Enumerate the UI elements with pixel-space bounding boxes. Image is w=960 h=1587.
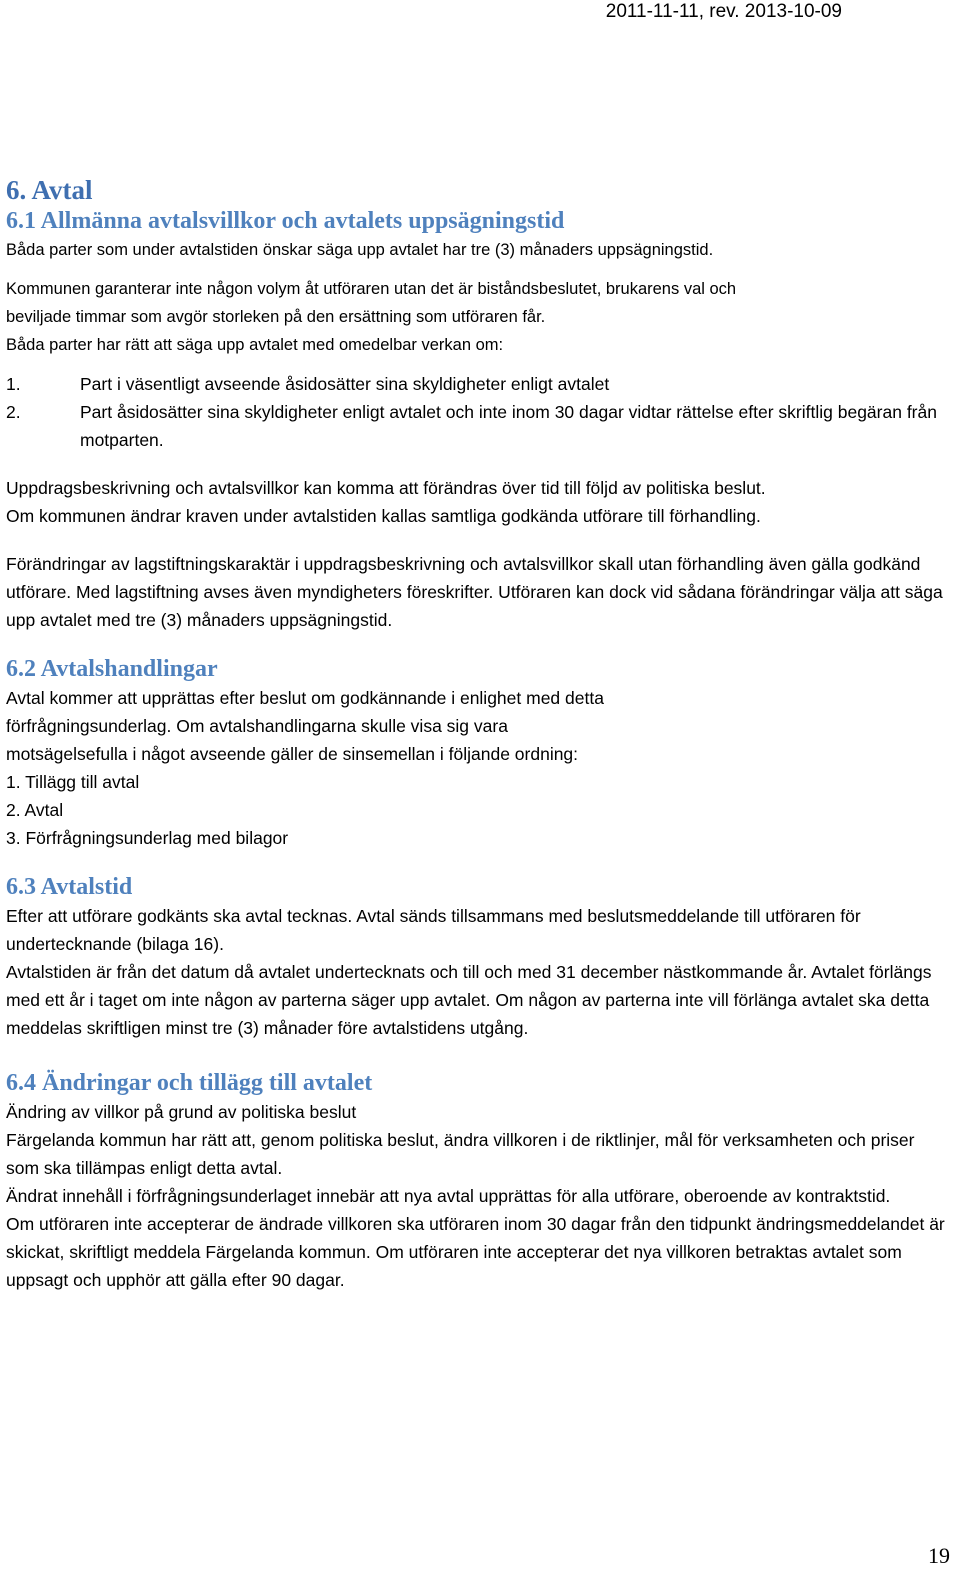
section-6-1-paragraph-4b: Om kommunen ändrar kraven under avtalstiden kallas samtliga godkända utförare till förhandling.	[6, 506, 761, 526]
section-6-2-paragraph-1b: förfrågningsunderlag. Om avtalshandlingarna skulle visa sig vara	[6, 716, 508, 736]
termination-conditions-list	[6, 370, 952, 454]
document-content	[6, 174, 952, 1294]
section-6-1-paragraph-2b: beviljade timmar som avgör storleken på den ersättning som utföraren får.	[6, 308, 546, 326]
list-item: 2. Avtal	[6, 800, 64, 820]
header-date: 2011-11-11, rev. 2013-10-09	[605, 1, 842, 22]
section-6-2-paragraph-1a: Avtal kommer att upprättas efter beslut om godkännande i enlighet med detta	[6, 688, 604, 708]
list-item-text: Part i väsentligt avseende åsidosätter sina skyldigheter enligt avtalet	[80, 374, 610, 394]
list-item-text: Part åsidosätter sina skyldigheter enligt avtalet och inte inom 30 dagar vidtar rättelse efter skriftlig begäran från motparten.	[80, 402, 937, 450]
section-6-1-paragraph-5: Förändringar av lagstiftningskaraktär i uppdragsbeskrivning och avtalsvillkor skall utan förhandling även gälla godkänd utförare. Med lagstiftning avses även myndigheters föreskrifter. Utföraren kan dock vid sådana förändringar välja att säga upp avtalet med tre (3) månaders uppsägningstid.	[6, 554, 943, 630]
section-6-4-paragraph-4: Om utföraren inte accepterar de ändrade villkoren ska utföraren inom 30 dagar från den tidpunkt ändringsmeddelandet är skickat, skriftligt meddela Färgelanda kommun. Om utföraren inte accepterar det nya villkoren betraktas avtalet som uppsagt och upphör att gälla efter 90 dagar.	[6, 1214, 945, 1290]
section-6-3-paragraph-1: Efter att utförare godkänts ska avtal tecknas. Avtal sänds tillsammans med beslutsmeddelande till utföraren för undertecknande (bilaga 16).	[6, 906, 861, 954]
section-6-3-paragraph-2: Avtalstiden är från det datum då avtalet undertecknats och till och med 31 december nästkommande år. Avtalet förlängs med ett år i taget om inte någon av parterna säger upp avtalet. Om någon av parterna inte vill förlänga avtalet ska detta meddelas skriftligen minst tre (3) månader före avtalstidens utgång.	[6, 962, 932, 1038]
section-6-1-paragraph-3: Båda parter har rätt att säga upp avtalet med omedelbar verkan om:	[6, 336, 504, 354]
list-item: 1. Tillägg till avtal	[6, 772, 140, 792]
list-item-number: 2.	[6, 402, 21, 422]
section-6-1-paragraph-1: Båda parter som under avtalstiden önskar säga upp avtalet har tre (3) månaders uppsägningstid.	[6, 241, 714, 259]
chapter-heading: 6. Avtal	[6, 175, 93, 205]
section-6-3-heading: 6.3 Avtalstid	[6, 874, 133, 900]
section-6-1-heading: 6.1 Allmänna avtalsvillkor och avtalets uppsägningstid	[6, 208, 565, 234]
list-item-number: 1.	[6, 374, 21, 394]
section-6-1-paragraph-4a: Uppdragsbeskrivning och avtalsvillkor kan komma att förändras över tid till följd av politiska beslut.	[6, 478, 766, 498]
list-item: 3. Förfrågningsunderlag med bilagor	[6, 828, 289, 848]
list-item	[6, 370, 952, 398]
section-6-1-paragraph-2a: Kommunen garanterar inte någon volym åt utföraren utan det är biståndsbeslutet, brukarens val och	[6, 280, 737, 298]
section-6-4-paragraph-1: Ändring av villkor på grund av politiska beslut	[6, 1102, 357, 1122]
section-6-2-heading: 6.2 Avtalshandlingar	[6, 656, 218, 682]
page-number: 19	[928, 1543, 950, 1568]
section-6-2-paragraph-1c: motsägelsefulla i något avseende gäller de sinsemellan i följande ordning:	[6, 744, 579, 764]
section-6-4-paragraph-2: Färgelanda kommun har rätt att, genom politiska beslut, ändra villkoren i de riktlinjer, mål för verksamheten och priser som ska tillämpas enligt detta avtal.	[6, 1130, 915, 1178]
list-item	[6, 398, 952, 454]
section-6-4-heading: 6.4 Ändringar och tillägg till avtalet	[6, 1070, 373, 1096]
section-6-4-paragraph-3: Ändrat innehåll i förfrågningsunderlaget innebär att nya avtal upprättas för alla utförare, oberoende av kontraktstid.	[6, 1186, 891, 1206]
document-order-list	[6, 768, 952, 852]
